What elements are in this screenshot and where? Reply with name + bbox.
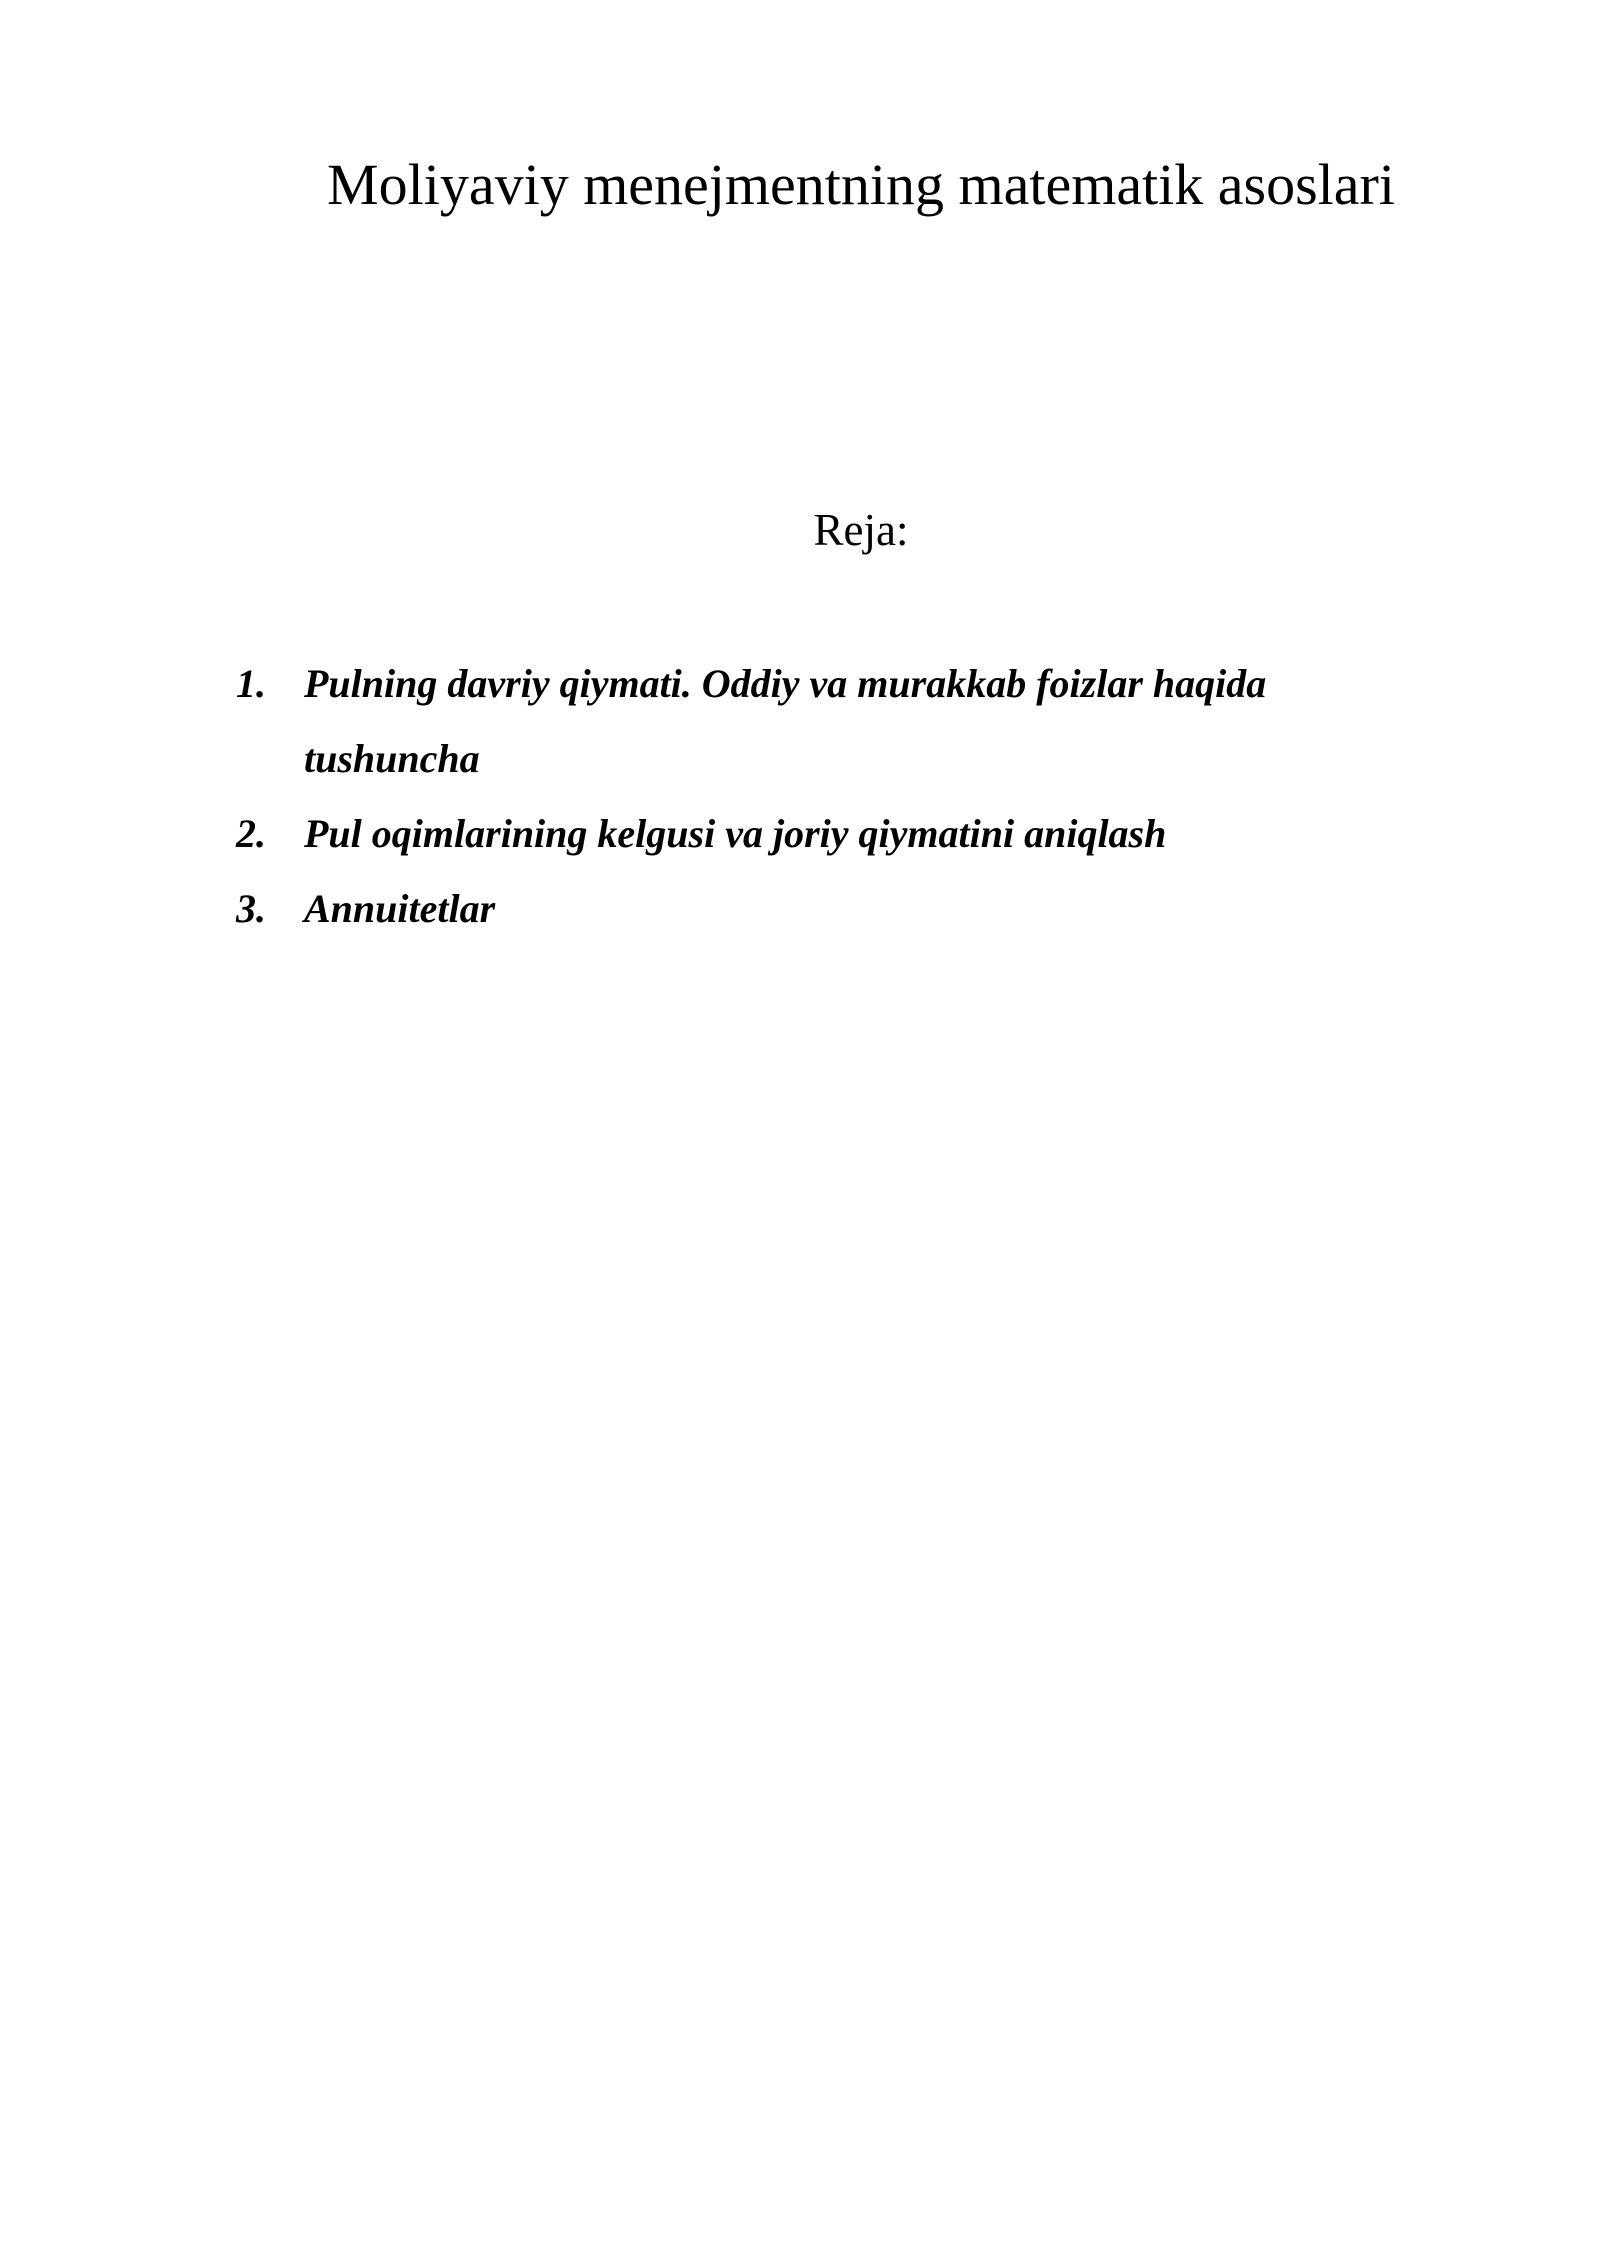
plan-item-2 (236, 796, 1386, 871)
plan-list (236, 646, 1386, 946)
plan-item-text: Annuitetlar (304, 886, 496, 931)
plan-item-number: 3. (236, 886, 266, 931)
plan-item-text: Pul oqimlarining kelgusi va joriy qiymatini aniqlash (304, 811, 1167, 856)
plan-item-number: 1. (236, 661, 266, 706)
plan-item-3 (236, 871, 1386, 946)
plan-item-number: 2. (236, 811, 266, 856)
plan-item-1 (236, 646, 1386, 796)
plan-item-text: Pulning davriy qiymati. Oddiy va murakkab foizlar haqida tushuncha (304, 661, 1267, 781)
document-title: Moliyaviy menejmentning matematik asoslari (327, 152, 1395, 217)
plan-heading: Reja: (813, 505, 909, 555)
